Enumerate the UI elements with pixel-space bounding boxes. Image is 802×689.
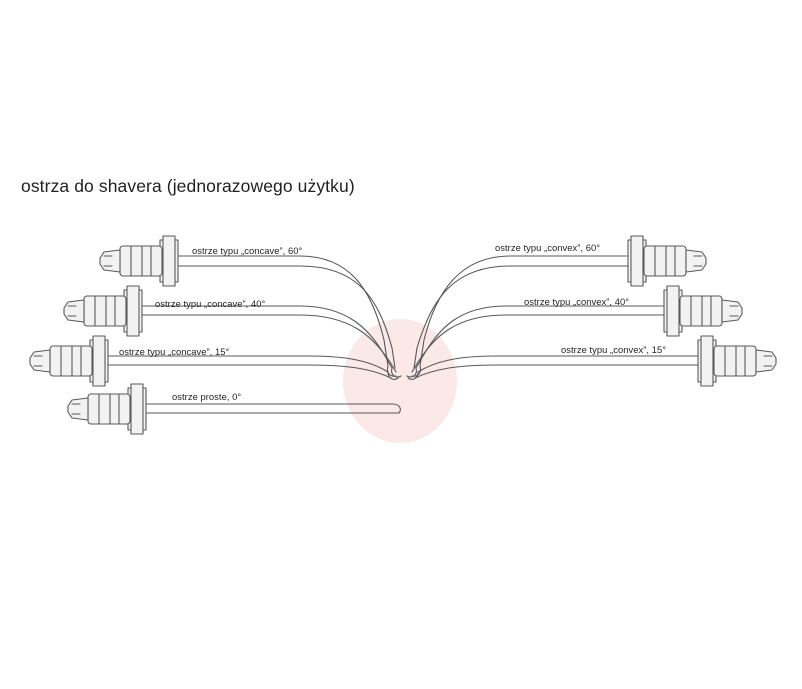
blade-handle-convex-40 (664, 286, 742, 336)
label-convex-40: ostrze typu „convex”, 40° (524, 296, 630, 307)
label-convex-60: ostrze typu „convex”, 60° (495, 242, 601, 253)
page-title: ostrza do shavera (jednorazowego użytku) (21, 176, 355, 196)
blade-handle-concave-40 (64, 286, 142, 336)
label-concave-40: ostrze typu „concave”, 40° (155, 298, 266, 309)
label-convex-15: ostrze typu „convex”, 15° (561, 344, 667, 355)
blade-handle-convex-15 (698, 336, 776, 386)
label-concave-15: ostrze typu „concave”, 15° (119, 346, 230, 357)
blade-handle-straight-0 (68, 384, 146, 434)
blade-handle-concave-60 (100, 236, 178, 286)
joint-cavity-highlight (343, 319, 457, 443)
blade-handle-concave-15 (30, 336, 108, 386)
label-straight-0: ostrze proste, 0° (172, 391, 242, 402)
label-concave-60: ostrze typu „concave”, 60° (192, 245, 303, 256)
blade-handle-convex-60 (628, 236, 706, 286)
